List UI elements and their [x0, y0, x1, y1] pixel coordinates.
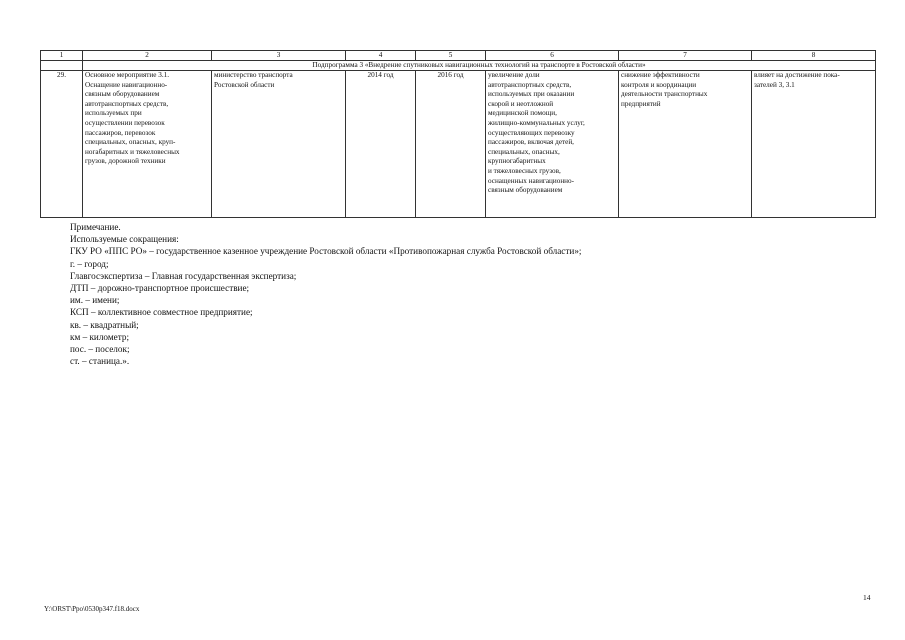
column-number: 7 [619, 51, 752, 61]
note-line: ст. – станица.». [70, 356, 130, 367]
cell-line: грузов, дорожной техники [85, 157, 166, 166]
executor-cell [212, 71, 346, 218]
cell-line: жилищно-коммунальных услуг, [488, 118, 585, 127]
start-year-cell: 2014 год [346, 71, 416, 218]
column-number: 1 [41, 51, 83, 61]
cell-line: министерство транспорта [214, 71, 293, 79]
column-number: 2 [83, 51, 212, 61]
cell-line: снижение эффективности [621, 71, 700, 79]
cell-line: оснащенных навигационно- [488, 176, 575, 185]
abbreviation-notes [70, 221, 581, 367]
consequences-cell [619, 71, 752, 218]
cell-line: осуществлении перевозок [85, 118, 165, 127]
cell-line: автотранспортных средств, [488, 80, 572, 89]
cell-line: Оснащение навигационно- [85, 80, 168, 89]
note-line: г. – город; [70, 258, 109, 269]
cell-line: скорой и неотложной [488, 99, 554, 108]
note-line: ГКУ РО «ППС РО» – государственное казенное учреждение Ростовской области «Противопожарная служба Ростовской области»; [70, 246, 582, 257]
note-line: им. – имени; [70, 295, 120, 306]
cell-line: связным оборудованием [488, 186, 563, 195]
subprogram-row [41, 61, 876, 71]
cell-line: автотранспортных средств, [85, 99, 169, 108]
indicator-link-cell [752, 71, 876, 218]
column-number: 3 [212, 51, 346, 61]
note-line: км – километр; [70, 331, 130, 342]
note-line: кв. – квадратный; [70, 319, 139, 330]
column-number: 4 [346, 51, 416, 61]
note-line: ДТП – дорожно-транспортное происшествие; [70, 283, 250, 294]
cell-line: используемых при оказании [488, 90, 575, 99]
expected-result-cell [486, 71, 619, 218]
cell-line: медицинской помощи, [488, 109, 557, 118]
cell-line: увеличение доли [488, 71, 540, 79]
cell-line: пассажиров, включая детей, [488, 138, 574, 147]
subprogram-title: Подпрограмма 3 «Внедрение спутниковых навигационных технологий на транспорте в Ростовской области» [83, 61, 876, 71]
cell-line: контроля и координации [621, 80, 697, 89]
cell-line: используемых при [85, 109, 142, 118]
cell-line: и тяжеловесных грузов, [488, 166, 561, 175]
note-line: Главгосэкспертиза – Главная государственная экспертиза; [70, 270, 297, 281]
cell-line: специальных, опасных, [488, 147, 560, 156]
cell-line: ногабаритных и тяжеловесных [85, 147, 180, 156]
cell-line: связным оборудованием [85, 90, 160, 99]
column-number-row [41, 51, 876, 61]
file-path: Y:\ORST\Ppo\0530p347.f18.docx [44, 605, 140, 613]
cell-line: предприятий [621, 99, 661, 108]
cell-line: осуществляющих перевозку [488, 128, 575, 137]
note-line: пос. – поселок; [70, 344, 130, 355]
column-number: 5 [416, 51, 486, 61]
cell-line: специальных, опасных, круп- [85, 138, 176, 147]
row-number: 29. [41, 71, 83, 218]
note-subheading: Используемые сокращения: [70, 234, 179, 245]
subprogram-spacer [41, 61, 83, 71]
column-number: 8 [752, 51, 876, 61]
cell-line: влияет на достижение пока- [754, 71, 840, 79]
measure-name-cell [83, 71, 212, 218]
cell-line: крупногабаритных [488, 157, 546, 166]
program-table [40, 50, 876, 218]
cell-line: деятельности транспортных [621, 90, 708, 99]
cell-line: пассажиров, перевозок [85, 128, 156, 137]
table-row [41, 71, 876, 218]
note-heading: Примечание. [70, 222, 121, 232]
cell-line: Основное мероприятие 3.1. [85, 71, 170, 79]
note-line: КСП – коллективное совместное предприятие; [70, 307, 253, 318]
cell-line: зателей 3, 3.1 [754, 80, 795, 89]
end-year-cell: 2016 год [416, 71, 486, 218]
cell-line: Ростовской области [214, 80, 275, 89]
page-number: 14 [863, 593, 871, 602]
column-number: 6 [486, 51, 619, 61]
